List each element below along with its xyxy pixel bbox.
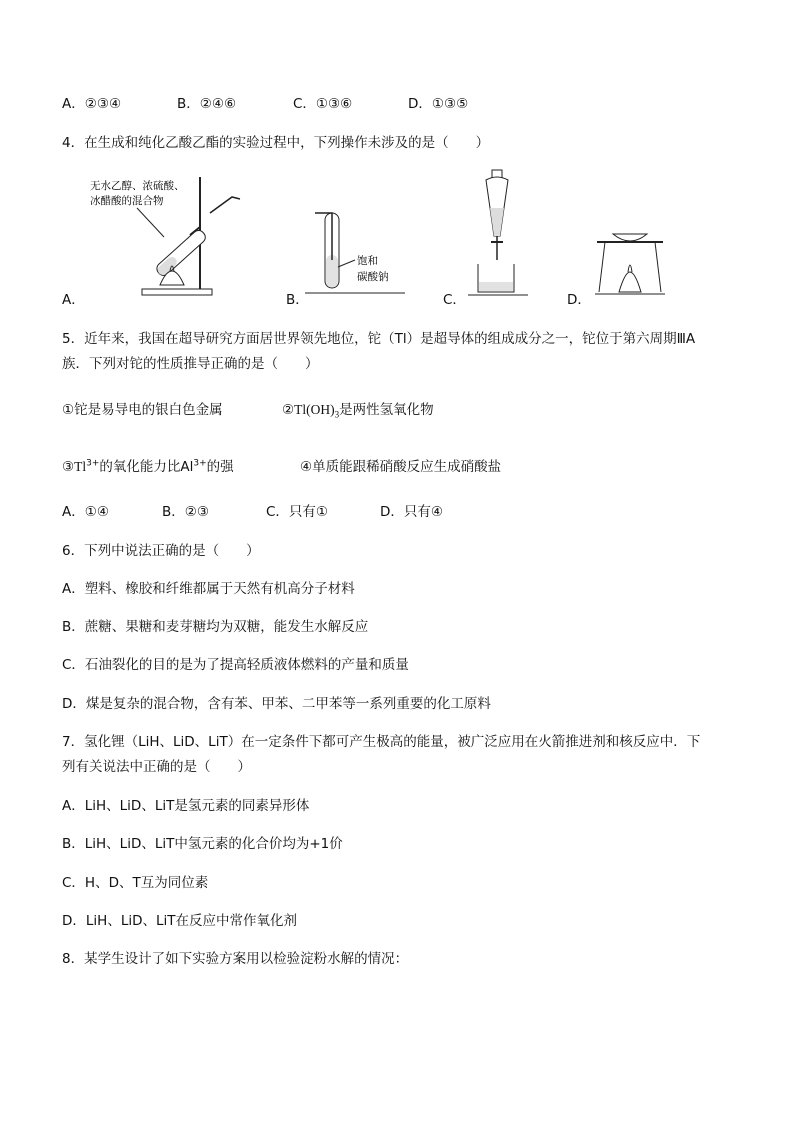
- q5-stem-line1: 5．近年来，我国在超导研究方面居世界领先地位，铊（Tl）是超导体的组成成分之一，铊位于第六周期ⅢA: [62, 331, 696, 347]
- q3-option-c: C．①③⑥: [293, 96, 353, 112]
- q6-option-b: B．蔗糖、果糖和麦芽糖均为双糖，能发生水解反应: [62, 619, 369, 635]
- q4-label-d: D．: [567, 292, 591, 308]
- q5-statement-1: ①铊是易导电的银白色金属: [62, 402, 223, 418]
- q7-option-c: C．H、D、T互为同位素: [62, 875, 209, 891]
- figure-a-leader-line: [137, 208, 164, 237]
- q4-label-a: A．: [62, 292, 85, 308]
- q7-option-d: D．LiH、LiD、LiT在反应中常作氧化剂: [62, 913, 298, 929]
- figure-a-heating-tube: [82, 175, 252, 300]
- q5-option-a: A．①④: [62, 504, 109, 520]
- q7-option-b: B．LiH、LiD、LiT中氢元素的化合价均为+1价: [62, 836, 343, 852]
- q4-label-c: C．: [443, 292, 466, 308]
- figure-a-label-line1: 无水乙醇、浓硫酸、: [90, 180, 185, 192]
- figure-b-label-line2: 碳酸钠: [357, 271, 389, 283]
- q5-option-b: B．②③: [162, 504, 209, 520]
- q6-option-c: C．石油裂化的目的是为了提高轻质液体燃料的产量和质量: [62, 657, 409, 673]
- figure-c-separatory-funnel: [468, 168, 528, 300]
- q5-statement-4: ④单质能跟稀硝酸反应生成硝酸盐: [300, 459, 502, 475]
- q8-stem: 8．某学生设计了如下实验方案用以检验淀粉水解的情况：: [62, 951, 409, 967]
- figure-d-dish: [613, 234, 647, 241]
- q6-option-d: D．煤是复杂的混合物，含有苯、甲苯、二甲苯等一系列重要的化工原料: [62, 696, 491, 712]
- q5-option-c: C．只有①: [266, 504, 329, 520]
- q4-stem: 4．在生成和纯化乙酸乙酯的实验过程中，下列操作未涉及的是（ ）: [62, 135, 490, 151]
- q6-stem: 6．下列中说法正确的是（ ）: [62, 543, 260, 559]
- q5-statement-3: $③Tl^{3+}$的氧化能力比$Al^{3+}$的强: [62, 458, 234, 475]
- q7-stem-line2: 列有关说法中正确的是（ ）: [62, 759, 251, 775]
- q3-option-b: B．②④⑥: [177, 96, 237, 112]
- q7-stem-line1: 7．氢化锂（LiH、LiD、LiT）在一定条件下都可产生极高的能量，被广泛应用在火箭推进剂和核反应中．下: [62, 734, 701, 750]
- figure-a-delivery-tube: [210, 197, 240, 213]
- figure-a-stand-base: [142, 289, 212, 295]
- q5-option-d: D．只有④: [380, 504, 443, 520]
- q5-stem-line2: 族．下列对铊的性质推导正确的是（ ）: [62, 356, 319, 372]
- figure-b-test-tube: [305, 205, 415, 300]
- q6-option-a: A．塑料、橡胶和纤维都属于天然有机高分子材料: [62, 581, 355, 597]
- q3-option-a: A．②③④: [62, 96, 122, 112]
- q5-statement-2: $②Tl(OH)_3$是两性氢氧化物: [282, 402, 434, 420]
- figure-b-label-line1: 饱和: [357, 255, 378, 267]
- figure-d-evaporating-dish: [595, 222, 665, 300]
- q7-option-a: A．LiH、LiD、LiT是氢元素的同素异形体: [62, 798, 310, 814]
- figure-d-burner: [619, 272, 641, 292]
- figure-a-label-line2: 冰醋酸的混合物: [90, 195, 164, 207]
- q3-option-d: D．①③⑤: [408, 96, 469, 112]
- q4-label-b: B．: [286, 292, 309, 308]
